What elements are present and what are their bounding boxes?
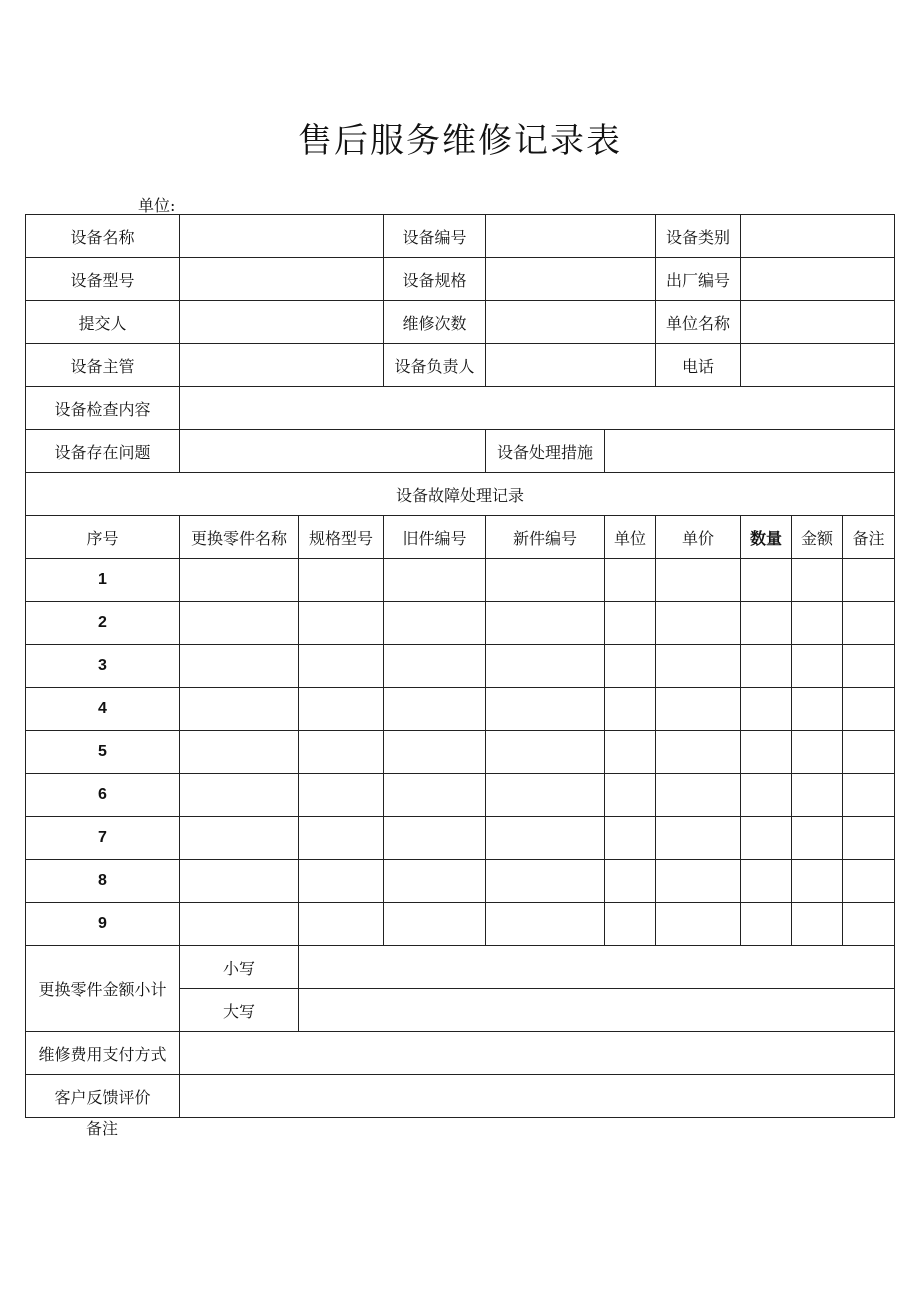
device-spec-input[interactable] [486, 258, 656, 301]
column-header: 金额 [792, 516, 843, 559]
unit-cell[interactable] [605, 645, 656, 688]
unit-name-input[interactable] [741, 301, 895, 344]
device-manager-label: 设备主管 [26, 344, 180, 387]
unit-price-cell[interactable] [656, 559, 741, 602]
new-part-number-cell[interactable] [486, 903, 605, 946]
quantity-cell[interactable] [741, 774, 792, 817]
spec-model-cell[interactable] [299, 688, 384, 731]
factory-number-input[interactable] [741, 258, 895, 301]
unit-cell[interactable] [605, 688, 656, 731]
spec-model-cell[interactable] [299, 731, 384, 774]
remark-cell[interactable] [843, 559, 895, 602]
part-name-cell[interactable] [180, 817, 299, 860]
subtotal-label: 更换零件金额小计 [26, 946, 180, 1032]
old-part-number-cell[interactable] [384, 602, 486, 645]
spec-model-cell[interactable] [299, 602, 384, 645]
old-part-number-cell[interactable] [384, 817, 486, 860]
device-owner-label: 设备负责人 [384, 344, 486, 387]
column-header: 数量 [741, 516, 792, 559]
old-part-number-cell[interactable] [384, 774, 486, 817]
table-row [26, 731, 895, 774]
uppercase-label: 大写 [180, 989, 299, 1032]
quantity-cell[interactable] [741, 602, 792, 645]
unit-cell[interactable] [605, 860, 656, 903]
submitter-label: 提交人 [26, 301, 180, 344]
amount-cell[interactable] [792, 731, 843, 774]
device-category-input[interactable] [741, 215, 895, 258]
info-row-2 [26, 258, 895, 301]
inspection-row [26, 387, 895, 430]
existing-problems-label: 设备存在问题 [26, 430, 180, 473]
new-part-number-cell[interactable] [486, 559, 605, 602]
amount-cell[interactable] [792, 559, 843, 602]
part-name-cell[interactable] [180, 903, 299, 946]
problem-row [26, 430, 895, 473]
quantity-cell[interactable] [741, 559, 792, 602]
row-index: 2 [26, 602, 180, 645]
spec-model-cell[interactable] [299, 645, 384, 688]
device-model-label: 设备型号 [26, 258, 180, 301]
column-header: 规格型号 [299, 516, 384, 559]
payment-method-input[interactable] [180, 1032, 895, 1075]
quantity-cell[interactable] [741, 731, 792, 774]
remark-cell[interactable] [843, 774, 895, 817]
unit-label: 单位: [138, 196, 176, 215]
row-index: 6 [26, 774, 180, 817]
unit-cell[interactable] [605, 903, 656, 946]
old-part-number-cell[interactable] [384, 903, 486, 946]
existing-problems-input[interactable] [180, 430, 486, 473]
column-header: 新件编号 [486, 516, 605, 559]
column-header: 旧件编号 [384, 516, 486, 559]
column-header: 更换零件名称 [180, 516, 299, 559]
device-name-input[interactable] [180, 215, 384, 258]
old-part-number-cell[interactable] [384, 688, 486, 731]
table-row [26, 903, 895, 946]
new-part-number-cell[interactable] [486, 602, 605, 645]
fault-section-title: 设备故障处理记录 [26, 473, 895, 516]
old-part-number-cell[interactable] [384, 731, 486, 774]
quantity-cell[interactable] [741, 817, 792, 860]
device-name-label: 设备名称 [26, 215, 180, 258]
table-row [26, 645, 895, 688]
spec-model-cell[interactable] [299, 559, 384, 602]
new-part-number-cell[interactable] [486, 731, 605, 774]
table-row [26, 860, 895, 903]
subtotal-row-lower [26, 946, 895, 989]
amount-cell[interactable] [792, 688, 843, 731]
part-name-cell[interactable] [180, 688, 299, 731]
column-header-row [26, 516, 895, 559]
device-category-label: 设备类别 [656, 215, 741, 258]
treatment-measures-label: 设备处理措施 [486, 430, 605, 473]
unit-price-cell[interactable] [656, 903, 741, 946]
part-rows [26, 559, 895, 946]
remark-cell[interactable] [843, 903, 895, 946]
fault-section-row [26, 473, 895, 516]
table-row [26, 559, 895, 602]
remark-cell[interactable] [843, 817, 895, 860]
amount-cell[interactable] [792, 860, 843, 903]
column-header: 单位 [605, 516, 656, 559]
inspection-content-label: 设备检查内容 [26, 387, 180, 430]
table-row [26, 774, 895, 817]
old-part-number-cell[interactable] [384, 645, 486, 688]
remark-cell[interactable] [843, 688, 895, 731]
part-name-cell[interactable] [180, 731, 299, 774]
spec-model-cell[interactable] [299, 860, 384, 903]
remark-cell[interactable] [843, 602, 895, 645]
column-header: 备注 [843, 516, 895, 559]
note-label: 备注 [86, 1119, 119, 1138]
repair-record-form [25, 214, 895, 1118]
info-row-4 [26, 344, 895, 387]
unit-cell[interactable] [605, 817, 656, 860]
part-name-cell[interactable] [180, 559, 299, 602]
unit-cell[interactable] [605, 559, 656, 602]
remark-cell[interactable] [843, 860, 895, 903]
unit-cell[interactable] [605, 602, 656, 645]
customer-feedback-label: 客户反馈评价 [26, 1075, 180, 1118]
table-row [26, 602, 895, 645]
new-part-number-cell[interactable] [486, 688, 605, 731]
part-name-cell[interactable] [180, 645, 299, 688]
column-header: 单价 [656, 516, 741, 559]
new-part-number-cell[interactable] [486, 817, 605, 860]
feedback-row [26, 1075, 895, 1118]
unit-cell[interactable] [605, 731, 656, 774]
part-name-cell[interactable] [180, 774, 299, 817]
uppercase-amount-input[interactable] [299, 989, 895, 1032]
row-index: 8 [26, 860, 180, 903]
device-manager-input[interactable] [180, 344, 384, 387]
part-name-cell[interactable] [180, 602, 299, 645]
table-row [26, 817, 895, 860]
row-index: 5 [26, 731, 180, 774]
lowercase-label: 小写 [180, 946, 299, 989]
device-spec-label: 设备规格 [384, 258, 486, 301]
amount-cell[interactable] [792, 817, 843, 860]
payment-method-label: 维修费用支付方式 [26, 1032, 180, 1075]
amount-cell[interactable] [792, 602, 843, 645]
column-header: 序号 [26, 516, 180, 559]
new-part-number-cell[interactable] [486, 860, 605, 903]
row-index: 3 [26, 645, 180, 688]
unit-cell[interactable] [605, 774, 656, 817]
remark-cell[interactable] [843, 731, 895, 774]
quantity-cell[interactable] [741, 645, 792, 688]
submitter-input[interactable] [180, 301, 384, 344]
unit-price-cell[interactable] [656, 645, 741, 688]
customer-feedback-input[interactable] [180, 1075, 895, 1118]
amount-cell[interactable] [792, 645, 843, 688]
page-title: 售后服务维修记录表 [298, 121, 622, 161]
quantity-cell[interactable] [741, 688, 792, 731]
info-row-1 [26, 215, 895, 258]
unit-price-cell[interactable] [656, 860, 741, 903]
treatment-measures-input[interactable] [605, 430, 895, 473]
factory-number-label: 出厂编号 [656, 258, 741, 301]
unit-price-cell[interactable] [656, 817, 741, 860]
repair-count-input[interactable] [486, 301, 656, 344]
repair-count-label: 维修次数 [384, 301, 486, 344]
unit-price-cell[interactable] [656, 731, 741, 774]
row-index: 7 [26, 817, 180, 860]
amount-cell[interactable] [792, 903, 843, 946]
device-owner-input[interactable] [486, 344, 656, 387]
row-index: 4 [26, 688, 180, 731]
new-part-number-cell[interactable] [486, 774, 605, 817]
phone-input[interactable] [741, 344, 895, 387]
spec-model-cell[interactable] [299, 817, 384, 860]
remark-cell[interactable] [843, 645, 895, 688]
info-row-3 [26, 301, 895, 344]
unit-price-cell[interactable] [656, 688, 741, 731]
old-part-number-cell[interactable] [384, 559, 486, 602]
unit-price-cell[interactable] [656, 774, 741, 817]
device-number-input[interactable] [486, 215, 656, 258]
spec-model-cell[interactable] [299, 903, 384, 946]
amount-cell[interactable] [792, 774, 843, 817]
quantity-cell[interactable] [741, 903, 792, 946]
row-index: 1 [26, 559, 180, 602]
device-model-input[interactable] [180, 258, 384, 301]
device-number-label: 设备编号 [384, 215, 486, 258]
unit-price-cell[interactable] [656, 602, 741, 645]
row-index: 9 [26, 903, 180, 946]
payment-row [26, 1032, 895, 1075]
new-part-number-cell[interactable] [486, 645, 605, 688]
part-name-cell[interactable] [180, 860, 299, 903]
table-row [26, 688, 895, 731]
old-part-number-cell[interactable] [384, 860, 486, 903]
lowercase-amount-input[interactable] [299, 946, 895, 989]
phone-label: 电话 [656, 344, 741, 387]
unit-name-label: 单位名称 [656, 301, 741, 344]
quantity-cell[interactable] [741, 860, 792, 903]
spec-model-cell[interactable] [299, 774, 384, 817]
inspection-content-input[interactable] [180, 387, 895, 430]
